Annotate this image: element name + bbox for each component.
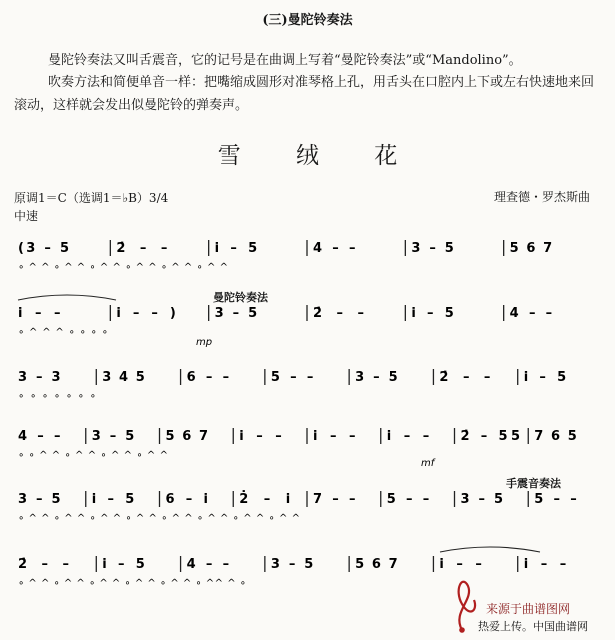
score-bar: 3 – 3 bbox=[18, 370, 61, 385]
score-bar: 3 – 5 bbox=[460, 492, 503, 507]
score-bar: 4 – – bbox=[509, 306, 553, 321]
breath-marks: ∘ ^ ^ ^ ∘ ∘ ∘ ∘ bbox=[18, 327, 108, 338]
score-bar: 4 – – bbox=[313, 241, 356, 256]
score-bar: 2̇ – i bbox=[239, 492, 291, 507]
score-bar: 6 – – bbox=[186, 370, 230, 385]
score-bar: i – – ) bbox=[116, 306, 176, 321]
score-bar: i – 5 bbox=[523, 370, 567, 385]
tempo-marking: 中速 bbox=[14, 209, 39, 223]
score-bar: 5 6 7 bbox=[165, 429, 208, 444]
score-bar: 3 – 5 bbox=[411, 241, 454, 256]
score-bar: 3 – 5 bbox=[355, 370, 398, 385]
score-bar: 2̇ – – bbox=[313, 306, 364, 321]
breath-marks: ∘ ∘ ∘ ∘ ∘ ∘ ∘ bbox=[18, 391, 96, 402]
score-bar: 5 – – bbox=[386, 492, 430, 507]
score-bar: 5 6 7 bbox=[509, 241, 553, 256]
score-bar: 3 – 5 bbox=[270, 557, 314, 572]
tie-slur bbox=[440, 547, 540, 552]
score-bar: 6 – i bbox=[165, 492, 208, 507]
breath-marks: ∘ ^ ^ ∘ ^ ^ ∘ ^ ^ ∘ ^ ^ ∘ ^ ^ ∘ ^^ ^ ∘ bbox=[18, 578, 246, 589]
score-bar: i – – bbox=[386, 429, 430, 444]
breath-marks: ∘ ∘ ^ ^ ∘ ^ ^ ∘ ^ ^ ∘ ^ ^ bbox=[18, 450, 168, 461]
composer-credit: 理查德・罗杰斯曲 bbox=[494, 190, 591, 204]
score-bar: 4 – – bbox=[18, 429, 61, 444]
score-bar: 7 – – bbox=[313, 492, 356, 507]
score-bar: 2̇ – – bbox=[439, 370, 491, 385]
score-bar: i – 5 bbox=[411, 306, 454, 321]
treble-clef-logo bbox=[459, 582, 475, 633]
score-bar: i – – bbox=[313, 429, 356, 444]
score-bar: 5 – – bbox=[270, 370, 314, 385]
tie-slur bbox=[18, 295, 116, 300]
dynamic-mp: mp bbox=[196, 337, 213, 348]
score-bar: 4 – – bbox=[186, 557, 230, 572]
score-bar: i – – bbox=[523, 557, 567, 572]
song-title: 雪 绒 花 bbox=[217, 143, 422, 169]
score-bar: i – 5 bbox=[102, 557, 145, 572]
score-bar: i – – bbox=[439, 557, 482, 572]
score-bar: 2̇ – 55 bbox=[460, 429, 520, 444]
watermark-site: 热爱上传。中国曲谱网 bbox=[478, 620, 588, 633]
score-bar: 7 6 5 bbox=[534, 429, 577, 444]
score-bar: 5 – – bbox=[534, 492, 577, 507]
score-bar: 3 – 5 bbox=[214, 306, 258, 321]
score-bar: i – – bbox=[18, 306, 61, 321]
score-bar: 2̇ – – bbox=[116, 241, 168, 256]
tremolo-technique-label: 手震音奏法 bbox=[506, 477, 561, 490]
mandolin-technique-label: 曼陀铃奏法 bbox=[213, 291, 268, 304]
watermark-source: 来源于曲谱图网 bbox=[486, 602, 571, 616]
score-bar: 5 6 7 bbox=[355, 557, 398, 572]
breath-marks: ∘ ^ ^ ∘ ^ ^ ∘ ^ ^ ∘ ^ ^ ∘ ^ ^ ∘ ^ ^ ∘ ^ ^ ∘ ^ ^ bbox=[18, 513, 300, 524]
score-bar: 2̇ – – bbox=[18, 557, 69, 572]
score-bar: i – 5 bbox=[91, 492, 135, 507]
score-bar: i – – bbox=[239, 429, 282, 444]
intro-paragraph-1: 曼陀铃奏法又叫舌震音，它的记号是在曲调上写着“曼陀铃奏法”或“Mandolino”。 bbox=[48, 53, 522, 68]
score-bar: (3 – 5 bbox=[18, 241, 69, 256]
score-bar: 3 – 5 bbox=[91, 429, 135, 444]
score-bar: i – 5 bbox=[214, 241, 258, 256]
score-bar: 3 – 5 bbox=[18, 492, 61, 507]
score-bar: 3 4 5 bbox=[102, 370, 145, 385]
key-signature: 原调1＝C（选调1＝♭B）3/4 bbox=[14, 191, 169, 205]
dynamic-mf: mf bbox=[421, 458, 435, 469]
intro-paragraph-2: 吹奏方法和简便单音一样：把嘴缩成圆形对准琴格上孔，用舌头在口腔内上下或左右快速地来回滚动，这样就会发出似曼陀铃的弹奏声。 bbox=[14, 75, 595, 113]
section-title: (三)曼陀铃奏法 bbox=[262, 13, 353, 28]
breath-marks: ∘ ^ ^ ∘ ^ ^ ∘ ^ ^ ∘ ^ ^ ∘ ^ ^ ∘ ^ ^ bbox=[18, 262, 228, 273]
